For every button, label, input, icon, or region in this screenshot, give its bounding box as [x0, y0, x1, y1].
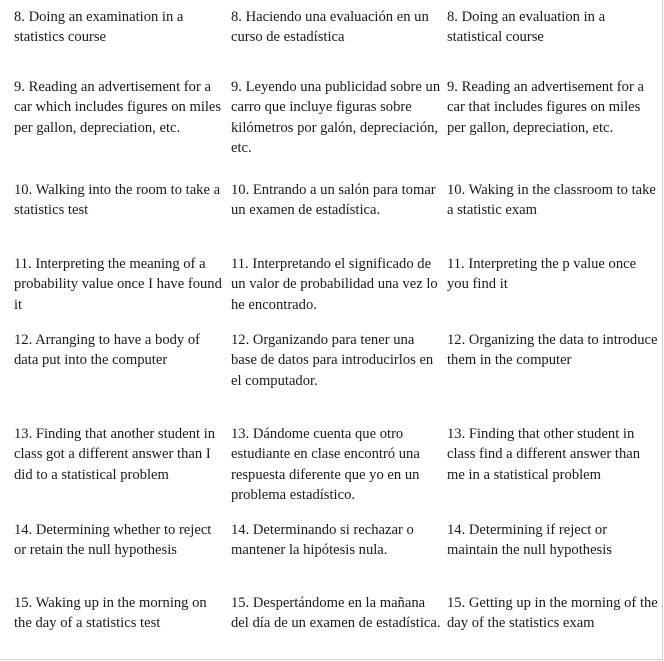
back-translation-item: 12. Organizing the data to introduce them in the computer [447, 332, 658, 369]
spanish-item: 8. Haciendo una evaluación en un curso de estadística [231, 9, 429, 46]
back-translation-item: 15. Getting up in the morning of the day of the statistics exam [447, 595, 658, 632]
back-translation-item: 8. Doing an evaluation in a statistical course [447, 9, 606, 46]
english-item: 8. Doing an examination in a statistics course [14, 9, 184, 46]
spanish-item: 13. Dándome cuenta que otro estudiante en clase encontró una respuesta diferente que yo en un problema estadístico. [231, 426, 420, 503]
back-translation-item: 11. Interpreting the p value once you find it [447, 256, 637, 293]
spanish-item: 11. Interpretando el significado de un valor de probabilidad una vez lo he encontrado. [231, 256, 438, 313]
spanish-item: 15. Despertándome en la mañana del día de un examen de estadística. [231, 595, 441, 632]
english-item: 10. Walking into the room to take a statistics test [14, 182, 221, 219]
back-translation-item: 14. Determining if reject or maintain the null hypothesis [447, 522, 612, 559]
english-item: 15. Waking up in the morning on the day of a statistics test [14, 595, 207, 632]
english-item: 13. Finding that another student in class got a different answer than I did to a statistical problem [14, 426, 216, 483]
back-translation-item: 10. Waking in the classroom to take a statistic exam [447, 182, 656, 219]
spanish-item: 9. Leyendo una publicidad sobre un carro que incluye figuras sobre kilómetros por galón, depreciación, etc. [231, 79, 441, 156]
english-item: 14. Determining whether to reject or retain the null hypothesis [14, 522, 212, 559]
english-item: 11. Interpreting the meaning of a probability value once I have found it [14, 256, 222, 313]
back-translation-item: 9. Reading an advertisement for a car that includes figures on miles per gallon, depreciation, etc. [447, 79, 644, 136]
spanish-item: 12. Organizando para tener una base de datos para introducirlos en el computador. [231, 332, 434, 389]
back-translation-item: 13. Finding that other student in class find a different answer than me in a statistical problem [447, 426, 641, 483]
english-item: 12. Arranging to have a body of data put into the computer [14, 332, 201, 369]
spanish-item: 14. Determinando si rechazar o mantener la hipótesis nula. [231, 522, 414, 559]
spanish-item: 10. Entrando a un salón para tomar un examen de estadística. [231, 182, 436, 219]
english-item: 9. Reading an advertisement for a car which includes figures on miles per gallon, depreciation, etc. [14, 79, 222, 136]
